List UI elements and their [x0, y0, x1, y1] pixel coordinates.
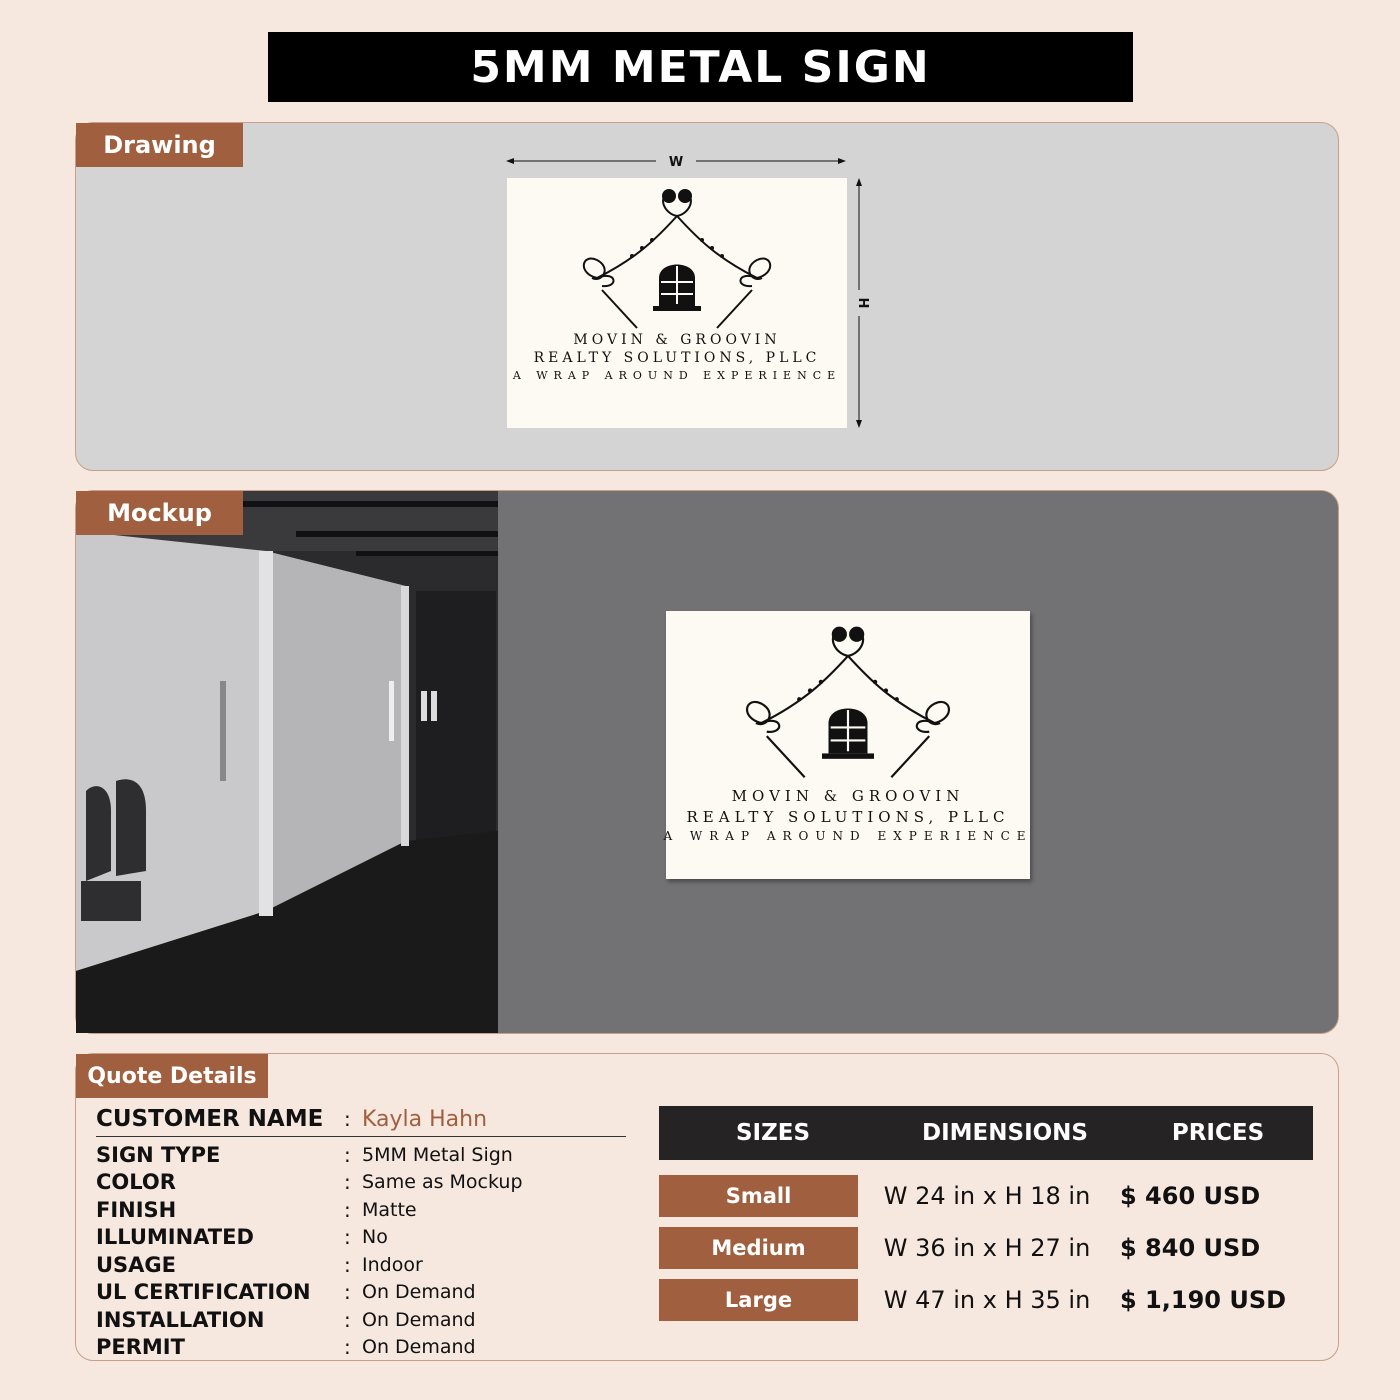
quote-tab-label: Quote Details	[76, 1054, 268, 1098]
header-prices: PRICES	[1171, 1120, 1265, 1146]
colon: :	[344, 1225, 351, 1250]
colon: :	[344, 1107, 351, 1131]
width-label: W	[668, 155, 684, 170]
sign-mockup	[663, 611, 1033, 879]
detail-row-illuminated	[96, 1224, 626, 1252]
colon: :	[344, 1280, 351, 1305]
keys-house-logo-icon	[557, 178, 797, 328]
pricing-table-header	[659, 1106, 1313, 1160]
colon: :	[344, 1142, 351, 1167]
detail-label: USAGE	[96, 1252, 177, 1277]
detail-value: On Demand	[362, 1308, 476, 1331]
detail-row-installation	[96, 1306, 626, 1334]
header-sizes: SIZES	[735, 1120, 811, 1146]
detail-row-color	[96, 1169, 626, 1197]
price-medium: $ 840 USD	[1120, 1234, 1261, 1262]
pricing-row-small	[659, 1170, 1313, 1222]
mockup-tab-label: Mockup	[76, 491, 243, 535]
page-title: 5MM METAL SIGN	[268, 32, 1133, 102]
detail-row-sign-type	[96, 1141, 626, 1169]
detail-label: COLOR	[96, 1170, 176, 1195]
customer-name-label: CUSTOMER NAME	[96, 1106, 324, 1132]
sign-line-1: MOVIN & GROOVIN	[573, 332, 781, 348]
customer-name-row	[96, 1102, 626, 1137]
colon: :	[344, 1197, 351, 1222]
colon: :	[344, 1252, 351, 1277]
detail-label: SIGN TYPE	[96, 1142, 221, 1167]
detail-value: On Demand	[362, 1281, 476, 1304]
price-large: $ 1,190 USD	[1120, 1286, 1287, 1314]
detail-row-usage	[96, 1251, 626, 1279]
office-interior-image	[76, 491, 498, 1033]
sign-line-1: MOVIN & GROOVIN	[731, 787, 965, 805]
size-small-button[interactable]: Small	[659, 1175, 858, 1217]
detail-row-permit	[96, 1334, 626, 1362]
sign-line-3: A WRAP AROUND EXPERIENCE	[663, 829, 1033, 843]
drawing-panel	[75, 122, 1339, 471]
sign-line-2: REALTY SOLUTIONS, PLLC	[686, 808, 1010, 826]
detail-value: Matte	[362, 1198, 417, 1221]
drawing-tab-label: Drawing	[76, 123, 243, 167]
dimensions-large: W 47 in x H 35 in	[883, 1286, 1091, 1314]
detail-label: ILLUMINATED	[96, 1225, 254, 1250]
quote-details-list	[96, 1102, 626, 1361]
quote-panel	[75, 1053, 1339, 1361]
colon: :	[344, 1170, 351, 1195]
detail-value: Same as Mockup	[362, 1171, 523, 1194]
colon: :	[344, 1307, 351, 1332]
detail-row-finish	[96, 1196, 626, 1224]
mockup-panel	[75, 490, 1339, 1034]
detail-label: FINISH	[96, 1197, 177, 1222]
sign-drawing	[507, 178, 847, 428]
price-small: $ 460 USD	[1120, 1182, 1261, 1210]
sign-line-3: A WRAP AROUND EXPERIENCE	[512, 369, 842, 382]
detail-row-ul-certification	[96, 1279, 626, 1307]
colon: :	[344, 1335, 351, 1360]
detail-value: On Demand	[362, 1336, 476, 1359]
detail-value: No	[362, 1226, 388, 1249]
detail-label: PERMIT	[96, 1335, 185, 1360]
customer-name-value: Kayla Hahn	[362, 1106, 488, 1132]
size-large-button[interactable]: Large	[659, 1279, 858, 1321]
width-dimension-arrow	[506, 153, 846, 169]
pricing-row-large	[659, 1274, 1313, 1326]
keys-house-logo-icon	[718, 611, 978, 781]
dimensions-medium: W 36 in x H 27 in	[883, 1234, 1091, 1262]
header-dimensions: DIMENSIONS	[922, 1120, 1088, 1146]
detail-label: INSTALLATION	[96, 1307, 265, 1332]
detail-value: 5MM Metal Sign	[362, 1143, 513, 1166]
sign-line-2: REALTY SOLUTIONS, PLLC	[533, 350, 821, 366]
size-medium-button[interactable]: Medium	[659, 1227, 858, 1269]
detail-label: UL CERTIFICATION	[96, 1280, 311, 1305]
height-label: H	[855, 297, 870, 309]
pricing-row-medium	[659, 1222, 1313, 1274]
height-dimension-arrow	[851, 178, 870, 428]
pricing-table	[659, 1106, 1313, 1326]
dimensions-small: W 24 in x H 18 in	[883, 1182, 1091, 1210]
detail-value: Indoor	[362, 1253, 423, 1276]
